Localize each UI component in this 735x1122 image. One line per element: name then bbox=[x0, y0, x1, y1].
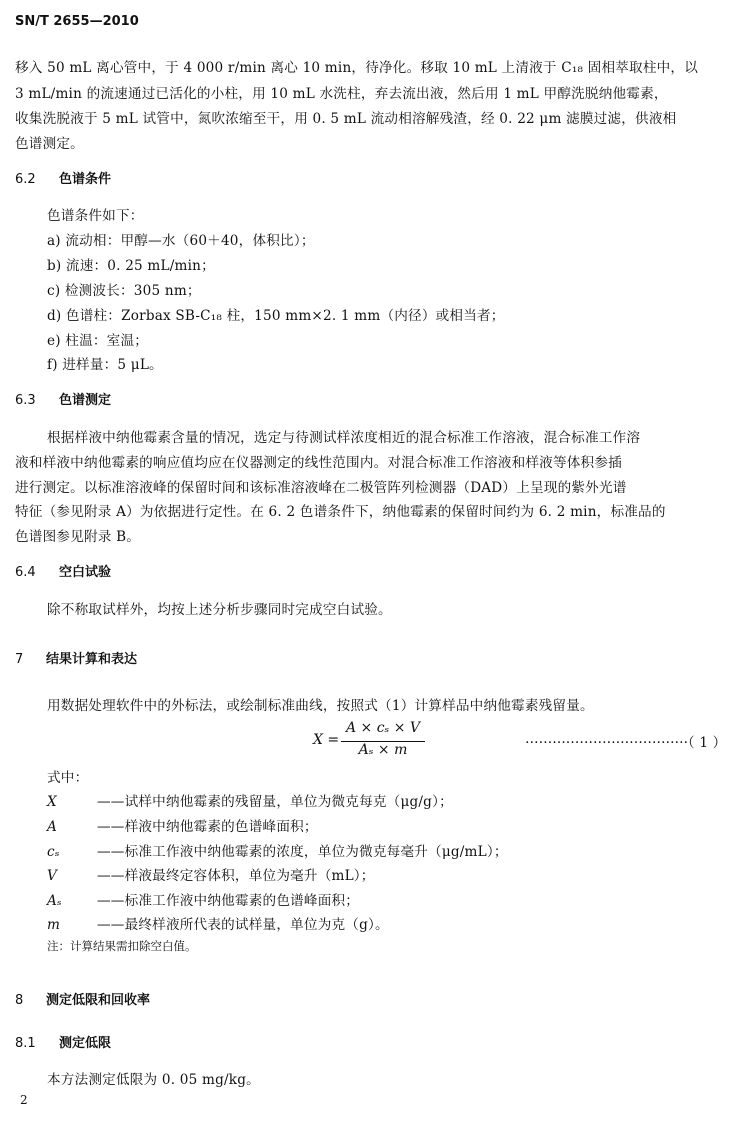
section-heading-8 bbox=[15, 989, 150, 1008]
variable-definition bbox=[47, 790, 453, 810]
variable-description: ——标准工作液中纳他霉素的色谱峰面积； bbox=[97, 893, 360, 909]
paragraph-line: 色谱测定。 bbox=[15, 136, 84, 152]
paragraph-line: 移入 50 mL 离心管中，于 4 000 r/min 离心 10 min，待净化。移取 10 mL 上清液于 C₁₈ 固相萃取柱中，以 bbox=[15, 60, 698, 76]
section-number: 8 bbox=[15, 993, 24, 1008]
paragraph-line: 特征（参见附录 A）为依据进行定性。在 6. 2 色谱条件下，纳他霉素的保留时间约为 6. 2 min，标准品的 bbox=[15, 504, 666, 520]
formula-lhs: X = bbox=[313, 732, 340, 748]
note: 注：计算结果需扣除空白值。 bbox=[47, 939, 197, 953]
variable-description: ——标准工作液中纳他霉素的浓度，单位为微克每毫升（μg/mL）； bbox=[97, 844, 508, 860]
section-heading-7 bbox=[15, 648, 137, 667]
section-number: 6.3 bbox=[15, 393, 36, 408]
formula-numerator: A × cₛ × V bbox=[345, 720, 421, 736]
paragraph-line: 本方法测定低限为 0. 05 mg/kg。 bbox=[47, 1072, 260, 1088]
formula-denominator: Aₛ × m bbox=[358, 742, 408, 758]
variable-definition bbox=[47, 889, 359, 909]
list-item: d) 色谱柱：Zorbax SB-C₁₈ 柱，150 mm×2. 1 mm（内径）或相当者； bbox=[47, 308, 505, 324]
variable-definition bbox=[47, 864, 375, 884]
variable-symbol: X bbox=[47, 794, 57, 810]
variable-definition bbox=[47, 913, 389, 933]
section-heading-8-1 bbox=[15, 1032, 111, 1051]
page-number: 2 bbox=[20, 1093, 28, 1107]
paragraph-line: 除不称取试样外，均按上述分析步骤同时完成空白试验。 bbox=[47, 602, 392, 618]
variable-symbol: A bbox=[47, 819, 58, 835]
variable-description: ——样液最终定容体积，单位为毫升（mL）； bbox=[97, 868, 375, 884]
formula-number: （ 1 ） bbox=[681, 735, 727, 751]
section-title: 测定低限和回收率 bbox=[46, 993, 151, 1008]
formula-1 bbox=[313, 720, 433, 758]
paragraph-line: 色谱条件如下： bbox=[47, 208, 144, 224]
variable-definition bbox=[47, 840, 508, 860]
paragraph-line: 3 mL/min 的流速通过已活化的小柱，用 10 mL 水洗柱，弃去流出液，然后用 1 mL 甲醇洗脱纳他霉素， bbox=[15, 86, 668, 102]
section-number: 6.4 bbox=[15, 565, 36, 580]
variable-symbol: Aₛ bbox=[47, 893, 62, 909]
variable-description: ——最终样液所代表的试样量，单位为克（g）。 bbox=[97, 917, 389, 933]
section-number: 8.1 bbox=[15, 1036, 36, 1051]
variable-symbol: V bbox=[47, 868, 58, 884]
variable-symbol: cₛ bbox=[47, 844, 60, 860]
variable-symbol: m bbox=[47, 917, 61, 933]
variable-description: ——试样中纳他霉素的残留量，单位为微克每克（μg/g）； bbox=[97, 794, 453, 810]
standard-code-header: SN/T 2655—2010 bbox=[15, 14, 139, 29]
section-title: 空白试验 bbox=[59, 565, 112, 580]
where-label: 式中： bbox=[47, 770, 89, 786]
variable-description: ——样液中纳他霉素的色谱峰面积； bbox=[97, 819, 318, 835]
list-item: a) 流动相：甲醇—水（60＋40，体积比）； bbox=[47, 233, 315, 249]
section-title: 色谱测定 bbox=[59, 393, 112, 408]
section-heading-6-4 bbox=[15, 561, 111, 580]
list-item: f) 进样量：5 μL。 bbox=[47, 357, 163, 373]
section-title: 结果计算和表达 bbox=[46, 652, 138, 667]
section-number: 6.2 bbox=[15, 172, 36, 187]
list-item: e) 柱温：室温； bbox=[47, 333, 149, 349]
paragraph-line: 用数据处理软件中的外标法，或绘制标准曲线，按照式（1）计算样品中纳他霉素残留量。 bbox=[47, 698, 594, 714]
paragraph-line: 进行测定。以标准溶液峰的保留时间和该标准溶液峰在二极管阵列检测器（DAD）上呈现的紫外光谱 bbox=[15, 480, 627, 496]
list-item: b) 流速：0. 25 mL/min； bbox=[47, 258, 215, 274]
paragraph-line: 液和样液中纳他霉素的响应值均应在仪器测定的线性范围内。对混合标准工作溶液和样液等体积参插 bbox=[15, 455, 622, 471]
formula-dots: ……………………………… bbox=[525, 731, 689, 747]
section-title: 色谱条件 bbox=[59, 172, 112, 187]
list-item: c) 检测波长：305 nm； bbox=[47, 283, 201, 299]
paragraph-line: 色谱图参见附录 B。 bbox=[15, 529, 141, 545]
section-number: 7 bbox=[15, 652, 24, 667]
paragraph-line: 根据样液中纳他霉素含量的情况，选定与待测试样浓度相近的混合标准工作溶液，混合标准工作溶 bbox=[47, 430, 641, 446]
section-heading-6-2 bbox=[15, 168, 111, 187]
section-title: 测定低限 bbox=[59, 1036, 112, 1051]
paragraph-line: 收集洗脱液于 5 mL 试管中，氮吹浓缩至干，用 0. 5 mL 流动相溶解残渣，经 0. 22 μm 滤膜过滤，供液相 bbox=[15, 111, 677, 127]
section-heading-6-3 bbox=[15, 389, 111, 408]
variable-definition bbox=[47, 815, 318, 835]
